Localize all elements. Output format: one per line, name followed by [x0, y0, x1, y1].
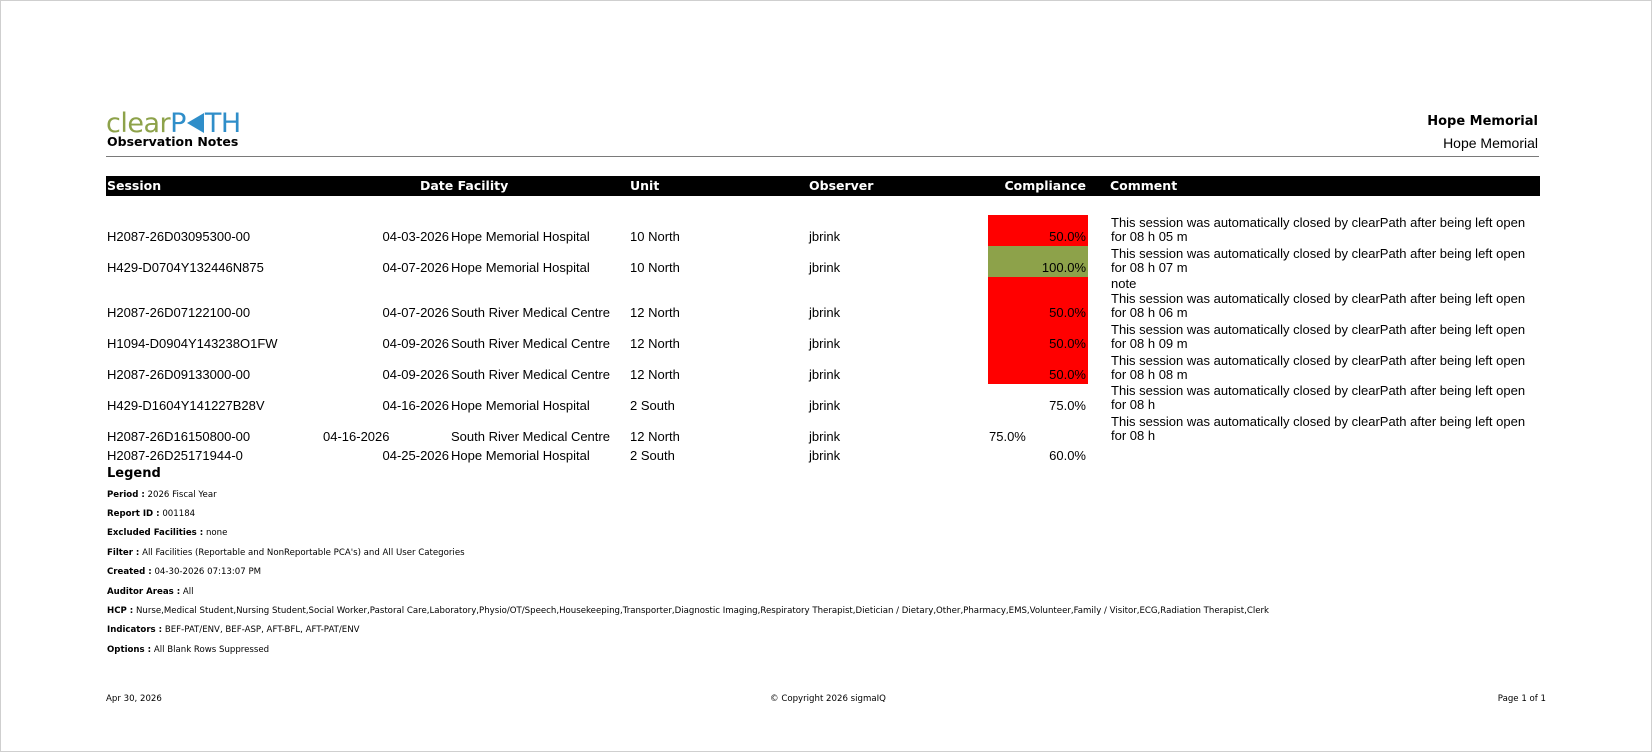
- legend-item-report-id: Report ID : 001184: [107, 509, 196, 519]
- table-row-unit: 12 North: [630, 429, 680, 444]
- table-row-date: 04-09-2026: [382, 336, 449, 351]
- footer-date: Apr 30, 2026: [106, 694, 162, 704]
- table-row-unit: 12 North: [630, 336, 680, 351]
- legend-item-indicators: Indicators : BEF-PAT/ENV, BEF-ASP, AFT-BFL, AFT-PAT/ENV: [107, 625, 360, 635]
- legend-item-auditor-areas: Auditor Areas : All: [107, 587, 194, 597]
- table-row-unit: 10 North: [630, 260, 680, 275]
- table-row-session: H2087-26D09133000-00: [107, 367, 251, 382]
- table-row-date: 04-25-2026: [382, 448, 449, 463]
- legend-title: Legend: [107, 466, 161, 481]
- column-header-compliance: Compliance: [1004, 178, 1086, 193]
- table-row-compliance: 50.0%: [1049, 305, 1086, 320]
- table-row-date: 04-03-2026: [382, 229, 449, 244]
- column-header-date-facility: Date Facility: [420, 178, 509, 193]
- legend-item-options: Options : All Blank Rows Suppressed: [107, 645, 270, 655]
- footer-copyright: © Copyright 2026 sigmaIQ: [770, 694, 886, 704]
- table-row-session: H2087-26D16150800-00: [107, 429, 251, 444]
- table-row-unit: 10 North: [630, 229, 680, 244]
- organization-name-bold: Hope Memorial: [1427, 114, 1538, 129]
- table-row-observer: jbrink: [809, 429, 841, 444]
- table-row-comment-note: note: [1111, 276, 1137, 291]
- table-row-comment: This session was automatically closed by clearPath after being left open for 08 h 05 m: [1111, 215, 1526, 244]
- table-row-session: H2087-26D07122100-00: [107, 305, 251, 320]
- table-row-date: 04-07-2026: [382, 305, 449, 320]
- table-row-unit: 2 South: [630, 448, 675, 463]
- table-row-comment: This session was automatically closed by clearPath after being left open for 08 h: [1111, 414, 1526, 443]
- table-row-session: H429-D1604Y141227B28V: [107, 398, 265, 413]
- table-row-observer: jbrink: [809, 336, 841, 351]
- table-row-comment: This session was automatically closed by clearPath after being left open for 08 h: [1111, 383, 1526, 412]
- table-row-compliance: 60.0%: [1049, 448, 1086, 463]
- report-title: Observation Notes: [107, 134, 239, 149]
- table-row-observer: jbrink: [809, 260, 841, 275]
- table-row-observer: jbrink: [809, 367, 841, 382]
- table-row-compliance: 50.0%: [1049, 336, 1086, 351]
- column-header-observer: Observer: [809, 178, 874, 193]
- table-row-unit: 12 North: [630, 305, 680, 320]
- table-row-comment: This session was automatically closed by clearPath after being left open for 08 h 09 m: [1111, 322, 1526, 351]
- table-row-compliance: 100.0%: [1041, 260, 1086, 275]
- legend-item-filter: Filter : All Facilities (Reportable and NonReportable PCA's) and All User Categories: [107, 548, 465, 558]
- table-row-date: 04-16-2026: [382, 398, 449, 413]
- table-row-date: 04-09-2026: [382, 367, 449, 382]
- table-row-facility: Hope Memorial Hospital: [451, 448, 590, 463]
- organization-name: Hope Memorial: [1443, 135, 1538, 151]
- table-row-date: 04-07-2026: [382, 260, 449, 275]
- table-row-compliance: 50.0%: [1049, 229, 1086, 244]
- table-row-facility: South River Medical Centre: [451, 336, 610, 351]
- column-header-session: Session: [107, 178, 162, 193]
- table-row-comment: This session was automatically closed by clearPath after being left open for 08 h 08 m: [1111, 353, 1526, 382]
- table-row-unit: 12 North: [630, 367, 680, 382]
- table-row-comment: This session was automatically closed by clearPath after being left open for 08 h 06 m: [1111, 291, 1526, 320]
- table-row-observer: jbrink: [809, 398, 841, 413]
- table-row-date: 04-16-2026: [323, 429, 390, 444]
- legend-item-period: Period : 2026 Fiscal Year: [107, 490, 217, 500]
- table-row-session: H1094-D0904Y143238O1FW: [107, 336, 278, 351]
- legend-item-excluded-facilities: Excluded Facilities : none: [107, 528, 228, 538]
- legend-item-created: Created : 04-30-2026 07:13:07 PM: [107, 567, 262, 577]
- table-row-facility: Hope Memorial Hospital: [451, 398, 590, 413]
- table-row-observer: jbrink: [809, 229, 841, 244]
- table-row-facility: South River Medical Centre: [451, 367, 610, 382]
- logo-arrow-icon: [187, 113, 204, 133]
- legend-item-hcp: HCP : Nurse,Medical Student,Nursing Student,Social Worker,Pastoral Care,Laboratory,Physio/OT/Speech,Housekeeping,Transporter,Diagnostic Imaging,Respiratory Therapist,Dietician / Dietary,Other,Pharmacy,EMS,Volunteer,Family / Visitor,ECG,Radiation Therapist,Clerk: [107, 606, 1270, 616]
- clearpath-logo: clearP TH: [106, 108, 241, 139]
- column-header-unit: Unit: [630, 178, 660, 193]
- header-divider: [106, 156, 1539, 157]
- table-row-session: H429-D0704Y132446N875: [107, 260, 264, 275]
- table-row-facility: Hope Memorial Hospital: [451, 260, 590, 275]
- footer-page-number: Page 1 of 1: [1497, 694, 1546, 704]
- table-row-compliance: 75.0%: [1049, 398, 1086, 413]
- table-row-facility: South River Medical Centre: [451, 429, 610, 444]
- table-row-facility: Hope Memorial Hospital: [451, 229, 590, 244]
- table-row-compliance: 75.0%: [989, 429, 1026, 444]
- table-row-unit: 2 South: [630, 398, 675, 413]
- table-row-observer: jbrink: [809, 448, 841, 463]
- table-row-facility: South River Medical Centre: [451, 305, 610, 320]
- column-header-comment: Comment: [1110, 178, 1178, 193]
- table-row-session: H2087-26D03095300-00: [107, 229, 251, 244]
- table-row-session: H2087-26D25171944-0: [107, 448, 243, 463]
- table-row-comment: This session was automatically closed by clearPath after being left open for 08 h 07 m: [1111, 246, 1526, 275]
- table-row-compliance: 50.0%: [1049, 367, 1086, 382]
- table-row-observer: jbrink: [809, 305, 841, 320]
